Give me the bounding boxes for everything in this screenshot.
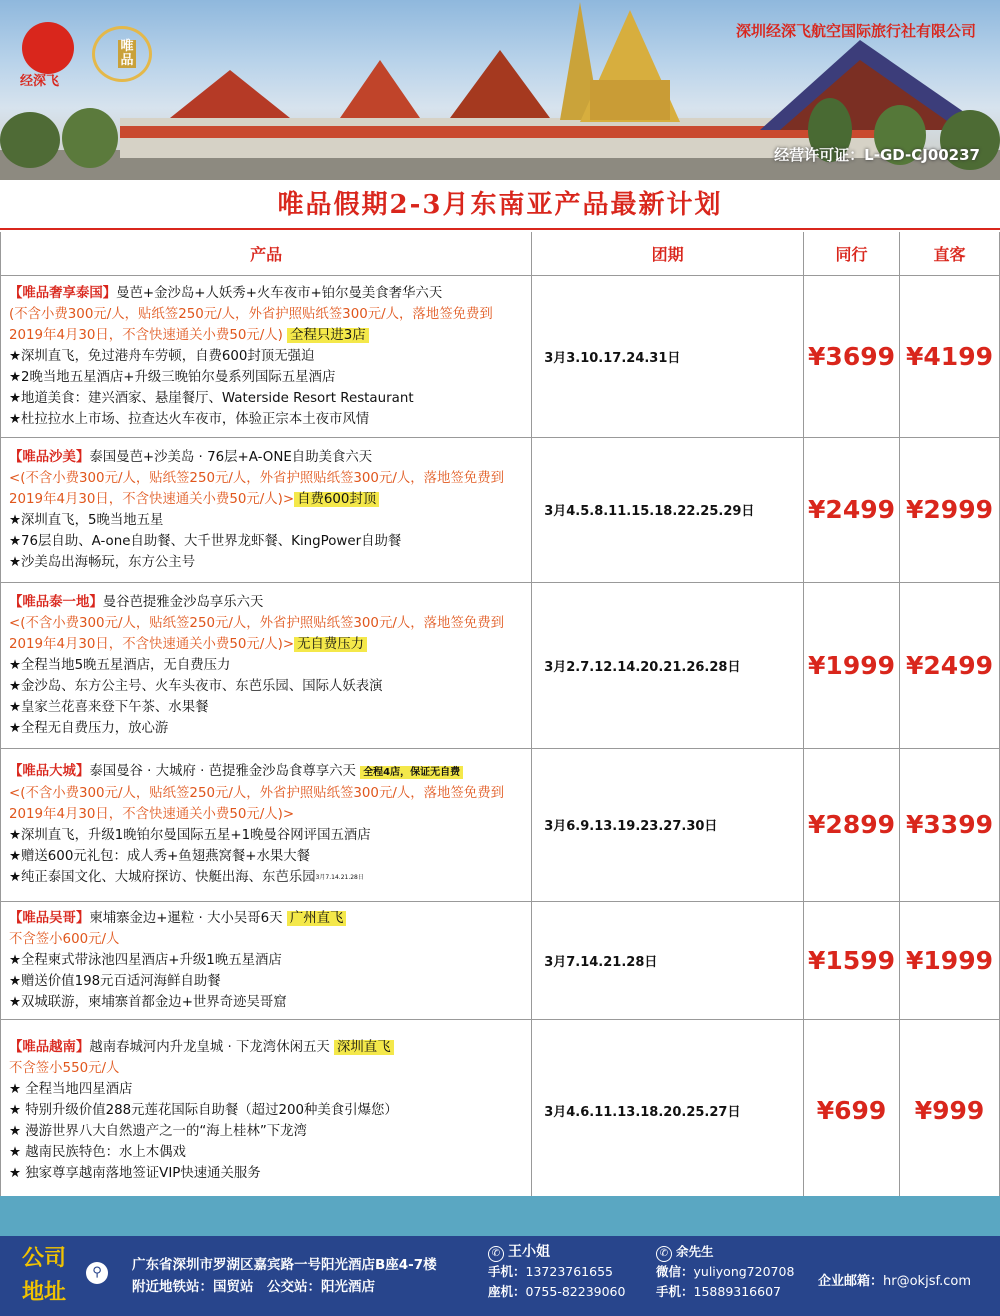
bullet: ★深圳直飞，5晚当地五星 xyxy=(9,512,164,528)
peer-price: ¥1599 xyxy=(804,901,900,1019)
table-header xyxy=(1,232,1000,275)
direct-price: ¥4199 xyxy=(900,275,1000,437)
bullet: ★纯正泰国文化、大城府探访、快艇出海、东芭乐园 xyxy=(9,870,316,885)
phone-icon: ✆ xyxy=(488,1246,504,1262)
contact-2 xyxy=(656,1242,794,1302)
tiny-dates: 3月7.14.21.28日 xyxy=(315,874,364,881)
wechat-id[interactable]: yuliyong720708 xyxy=(693,1264,795,1279)
license-number: 经营许可证：L-GD-CJ00237 xyxy=(774,146,980,164)
product-note: 不含签小550元/人 xyxy=(9,1061,120,1076)
address-label: 公司地址 xyxy=(22,1246,67,1305)
highlight-badge: 无自费压力 xyxy=(294,637,367,652)
product-tag: 【唯品奢享泰国】 xyxy=(9,285,117,301)
peer-price: ¥2899 xyxy=(804,748,900,901)
email-block xyxy=(818,1270,971,1289)
wechat-label: 微信： xyxy=(656,1264,694,1279)
bullet: ★ 独家尊享越南落地签证VIP快速通关服务 xyxy=(9,1166,261,1181)
email-label: 企业邮箱： xyxy=(818,1274,884,1289)
bullet: ★深圳直飞，免过港舟车劳顿，自费600封顶无强迫 xyxy=(9,348,315,364)
landline-number[interactable]: 0755-82239060 xyxy=(525,1284,626,1299)
peer-price: ¥2499 xyxy=(804,437,900,582)
header-banner xyxy=(0,0,1000,180)
peer-price: ¥3699 xyxy=(804,275,900,437)
highlight-badge: 深圳直飞 xyxy=(334,1040,394,1055)
location-pin-icon: ⚲ xyxy=(86,1262,108,1284)
mobile-number[interactable]: 15889316607 xyxy=(693,1284,781,1299)
page-title: 唯品假期2-3月东南亚产品最新计划 xyxy=(0,180,1000,230)
direct-price: ¥3399 xyxy=(900,748,1000,901)
product-cell xyxy=(1,748,532,901)
bullet: ★2晚当地五星酒店+升级三晚铂尔曼系列国际五星酒店 xyxy=(9,369,336,385)
col-direct-price: 直客 xyxy=(900,232,1000,275)
mobile-label: 手机： xyxy=(488,1264,526,1279)
col-dates: 团期 xyxy=(532,232,804,275)
peer-price: ¥1999 xyxy=(804,582,900,748)
direct-price: ¥2499 xyxy=(900,582,1000,748)
bullet: ★赠送600元礼包：成人秀+鱼翅燕窝餐+水果大餐 xyxy=(9,849,311,864)
company-name: 深圳经深飞航空国际旅行社有限公司 xyxy=(735,22,976,40)
product-note: <(不含小费300元/人，贴纸签250元/人，外省护照贴纸签300元/人，落地签免费到2019年4月30日，不含快速通关小费50元/人)> xyxy=(9,470,504,507)
product-cell xyxy=(1,582,532,748)
tour-dates: 3月2.7.12.14.20.21.26.28日 xyxy=(532,582,804,748)
bullet: ★金沙岛、东方公主号、火车头夜市、东芭乐园、国际人妖表演 xyxy=(9,678,383,694)
product-cell xyxy=(1,275,532,437)
table-row xyxy=(1,748,1000,901)
bullet: ★沙美岛出海畅玩，东方公主号 xyxy=(9,554,196,570)
bullet: ★皇家兰花喜来登下午茶、水果餐 xyxy=(9,699,209,715)
product-tag: 【唯品越南】 xyxy=(9,1040,90,1055)
table-row xyxy=(1,275,1000,437)
bullet: ★全程当地5晚五星酒店，无自费压力 xyxy=(9,657,231,673)
bullet: ★ 越南民族特色：水上木偶戏 xyxy=(9,1145,186,1160)
product-name: 泰国曼芭+沙美岛 · 76层+A-ONE自助美食六天 xyxy=(89,449,373,465)
table-row xyxy=(1,901,1000,1019)
product-tag: 【唯品泰一地】 xyxy=(9,594,103,610)
highlight-badge: 广州直飞 xyxy=(287,911,347,926)
bullet: ★地道美食：建兴酒家、悬崖餐厅、Waterside Resort Restaurant xyxy=(9,390,414,406)
contact-name: 王小姐 xyxy=(507,1244,550,1260)
landline-label: 座机： xyxy=(488,1284,526,1299)
contact-name: 余先生 xyxy=(675,1244,714,1259)
highlight-badge: 自费600封顶 xyxy=(294,492,379,507)
col-peer-price: 同行 xyxy=(804,232,900,275)
phone-icon: ✆ xyxy=(656,1246,672,1262)
bullet: ★全程无自费压力，放心游 xyxy=(9,720,169,736)
bullet: ★深圳直飞，升级1晚铂尔曼国际五星+1晚曼谷网评国五酒店 xyxy=(9,828,371,843)
product-cell xyxy=(1,437,532,582)
product-cell xyxy=(1,901,532,1019)
product-tag: 【唯品大城】 xyxy=(9,764,90,779)
company-logo-text: 经深飞 xyxy=(20,74,60,89)
address-line: 广东省深圳市罗湖区嘉宾路一号阳光酒店B座4-7楼 xyxy=(132,1257,437,1273)
bullet: ★ 特别升级价值288元莲花国际自助餐（超过200种美食引爆您） xyxy=(9,1103,398,1118)
transit-line: 附近地铁站：国贸站 公交站：阳光酒店 xyxy=(132,1279,375,1295)
tour-dates: 3月3.10.17.24.31日 xyxy=(532,275,804,437)
company-logo xyxy=(22,22,74,74)
product-note: <(不含小费300元/人，贴纸签250元/人，外省护照贴纸签300元/人，落地签免费到2019年4月30日，不含快速通关小费50元/人)> xyxy=(9,615,504,652)
product-note: <(不含小费300元/人，贴纸签250元/人，外省护照贴纸签300元/人，落地签免费到2019年4月30日，不含快速通关小费50元/人)> xyxy=(9,786,504,822)
bullet: ★全程柬式带泳池四星酒店+升级1晚五星酒店 xyxy=(9,952,282,968)
product-note: 不含签小600元/人 xyxy=(9,931,120,947)
col-product: 产品 xyxy=(1,232,532,275)
tour-dates: 3月6.9.13.19.23.27.30日 xyxy=(532,748,804,901)
bullet: ★ 全程当地四星酒店 xyxy=(9,1082,133,1097)
brand-logo-text: 唯品 xyxy=(118,40,136,68)
tour-dates: 3月4.5.8.11.15.18.22.25.29日 xyxy=(532,437,804,582)
bullet: ★76层自助、A-one自助餐、大千世界龙虾餐、KingPower自助餐 xyxy=(9,533,402,549)
tour-dates: 3月4.6.11.13.18.20.25.27日 xyxy=(532,1019,804,1202)
peer-price: ¥699 xyxy=(804,1019,900,1202)
table-row xyxy=(1,437,1000,582)
footer xyxy=(0,1236,1000,1316)
contact-1 xyxy=(488,1242,625,1302)
tour-dates: 3月7.14.21.28日 xyxy=(532,901,804,1019)
direct-price: ¥1999 xyxy=(900,901,1000,1019)
product-name: 越南春城河内升龙皇城 · 下龙湾休闲五天 xyxy=(89,1040,330,1055)
product-name: 柬埔寨金边+暹粒 · 大小吴哥6天 xyxy=(89,910,283,926)
email-address[interactable]: hr@okjsf.com xyxy=(883,1274,971,1289)
footer-band xyxy=(0,1196,1000,1236)
mobile-label: 手机： xyxy=(656,1284,694,1299)
product-cell xyxy=(1,1019,532,1202)
bullet: ★双城联游，柬埔寨首都金边+世界奇迹吴哥窟 xyxy=(9,994,287,1010)
bullet: ★杜拉拉水上市场、拉查达火车夜市，体验正宗本土夜市风情 xyxy=(9,411,370,427)
product-table xyxy=(0,232,1000,1203)
bullet: ★ 漫游世界八大自然遗产之一的“海上桂林”下龙湾 xyxy=(9,1124,307,1139)
address-block xyxy=(132,1254,437,1298)
product-name: 曼谷芭提雅金沙岛享乐六天 xyxy=(102,594,264,610)
table-row xyxy=(1,1019,1000,1202)
highlight-badge: 全程只进3店 xyxy=(287,328,368,343)
product-name: 泰国曼谷 · 大城府 · 芭提雅金沙岛食尊享六天 xyxy=(89,764,356,779)
product-tag: 【唯品沙美】 xyxy=(9,449,90,465)
bullet: ★赠送价值198元百适河海鲜自助餐 xyxy=(9,973,221,989)
table-row xyxy=(1,582,1000,748)
product-note: (不含小费300元/人，贴纸签250元/人，外省护照贴纸签300元/人，落地签免费到2019年4月30日，不含快速通关小费50元/人) xyxy=(9,306,493,343)
product-tag: 【唯品吴哥】 xyxy=(9,910,90,926)
product-name: 曼芭+金沙岛+人妖秀+火车夜市+铂尔曼美食奢华六天 xyxy=(116,285,443,301)
direct-price: ¥2999 xyxy=(900,437,1000,582)
direct-price: ¥999 xyxy=(900,1019,1000,1202)
mobile-number[interactable]: 13723761655 xyxy=(525,1264,613,1279)
highlight-badge: 全程4店，保证无自费 xyxy=(360,766,463,779)
